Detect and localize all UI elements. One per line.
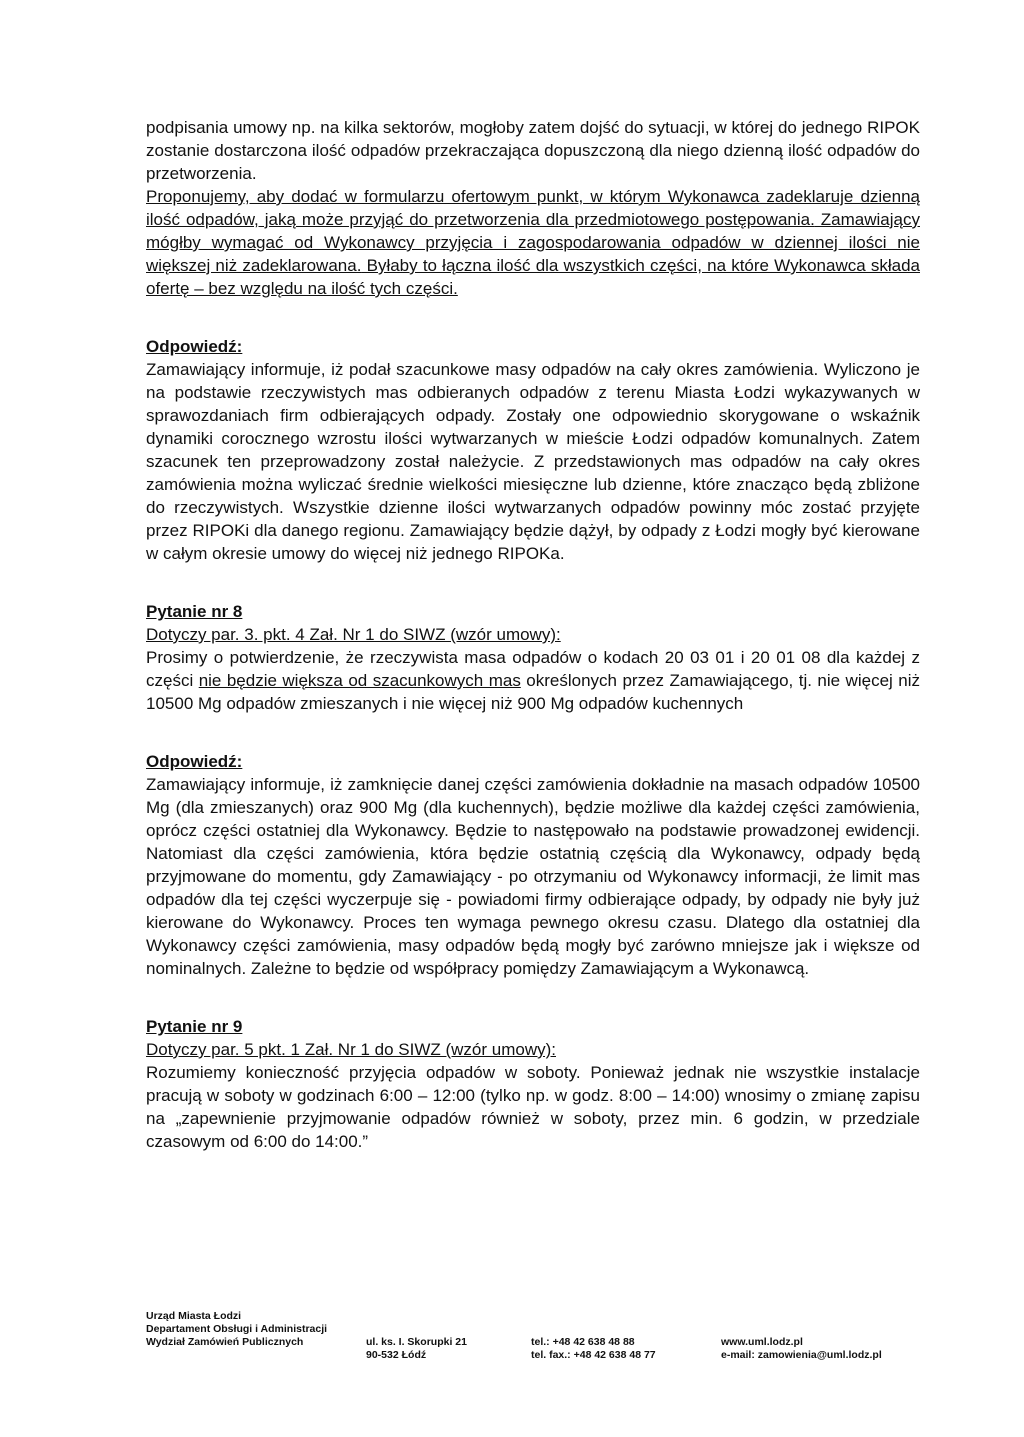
answer-8-heading: Odpowiedź: xyxy=(146,752,243,771)
footer-office: Urząd Miasta Łodzi xyxy=(146,1310,242,1322)
question-8-emphasis: nie będzie większa od szacunkowych mas xyxy=(198,671,521,690)
question-9-text: Rozumiemy konieczność przyjęcia odpadów w soboty. Ponieważ jednak nie wszystkie instalacje pracują w soboty w godzinach 6:00 – 12:00 (tylko np. w godz. 8:00 – 14:00) wnosimy o zmianę zapisu na „zapewnienie przyjmowanie odpadów również w soboty, przez min. 6 godzin, w przedziale czasowym od 6:00 do 14:00.” xyxy=(146,1063,920,1151)
page-footer xyxy=(146,1310,926,1362)
footer-fax: tel. fax.: +48 42 638 48 77 xyxy=(531,1349,656,1361)
question-8-heading: Pytanie nr 8 xyxy=(146,602,243,621)
question-9-heading: Pytanie nr 9 xyxy=(146,1017,243,1036)
footer-row-2 xyxy=(146,1349,926,1362)
answer-7-text: Zamawiający informuje, iż podał szacunkowe masy odpadów na cały okres zamówienia. Wyliczono je na podstawie rzeczywistych mas odbieranych odpadów z terenu Miasta Łodzi wykazywanych w sprawozdaniach firm odbierających odpady. Zostały one odpowiednio skorygowane o wskaźnik dynamiki corocznego wzrostu ilości wytwarzanych w mieście Łodzi odpadów komunalnych. Zatem szacunek ten przeprowadzony został należycie. Z przedstawionych mas odpadów na cały okres zamówienia można wyliczać średnie wielkości miesięczne lub dzienne, które znacząco będą zbliżone do rzeczywistych. Wszystkie dzienne ilości wytwarzanych odpadów powinny móc zostać przyjęte przez RIPOKi dla danego regionu. Zamawiający będzie dążył, by odpady z Łodzi mogły być kierowane w całym okresie umowy do więcej niż jednego RIPOKa. xyxy=(146,360,920,563)
question-9-reference: Dotyczy par. 5 pkt. 1 Zał. Nr 1 do SIWZ (wzór umowy): xyxy=(146,1040,556,1059)
footer-phone: tel.: +48 42 638 48 88 xyxy=(531,1336,635,1348)
answer-8-text: Zamawiający informuje, iż zamknięcie danej części zamówienia dokładnie na masach odpadów 10500 Mg (dla zmieszanych) oraz 900 Mg (dla kuchennych), będzie możliwe dla każdej części zamówienia, oprócz części ostatniej dla Wykonawcy. Będzie to następowało na podstawie prowadzonej ewidencji. Natomiast dla części zamówienia, która będzie ostatnią częścią dla Wykonawcy, odpady będą przyjmowane do momentu, gdy Zamawiający - po otrzymaniu od Wykonawcy informacji, że limit mas odpadów dla tej części wyczerpuje się - powiadomi firmy odbierające odpady, by odpady nie były już kierowane do Wykonawcy. Proces ten wymaga pewnego okresu czasu. Dlatego dla ostatniej dla Wykonawcy części zamówienia, masy odpadów będą mogły być zarówno mniejsze jak i większe od nominalnych. Zależne to będzie od współpracy pomiędzy Zamawiającym a Wykonawcą. xyxy=(146,775,920,978)
document-page xyxy=(146,116,920,1153)
footer-website: www.uml.lodz.pl xyxy=(721,1336,803,1348)
proposal-text-2: Zamawiający mógłby wymagać od Wykonawcy przyjęcia i zagospodarowania odpadów w dziennej ilości nie większej niż zadeklarowana. xyxy=(146,210,920,275)
question-8-reference: Dotyczy par. 3. pkt. 4 Zał. Nr 1 do SIWZ (wzór umowy): xyxy=(146,625,561,644)
footer-department: Departament Obsługi i Administracji xyxy=(146,1323,328,1335)
answer-7-heading: Odpowiedź: xyxy=(146,337,243,356)
footer-row-1 xyxy=(146,1336,926,1349)
footer-address-city: 90-532 Łódź xyxy=(366,1349,427,1361)
proposal-text: Proponujemy, aby dodać w formularzu ofertowym punkt, w którym Wykonawca zadeklaruje dzienną ilość odpadów, jaką może przyjąć do przetworzenia dla przedmiotowego postępowania. xyxy=(146,187,920,229)
footer-address-street: ul. ks. I. Skorupki 21 xyxy=(366,1336,467,1348)
proposal-text-3: Byłaby to łączna ilość dla wszystkich części, na które Wykonawca składa ofertę – bez względu na ilość tych części. xyxy=(146,256,920,298)
intro-paragraph-2 xyxy=(146,185,920,300)
intro-paragraph-1: podpisania umowy np. na kilka sektorów, mogłoby zatem dojść do sytuacji, w której do jednego RIPOK zostanie dostarczona ilość odpadów przekraczająca dopuszczoną dla niego dzienną ilość odpadów do przetworzenia. xyxy=(146,118,920,183)
question-8-text: Prosimy o potwierdzenie, że rzeczywista masa odpadów o kodach 20 03 01 i 20 01 08 dla każdej z części nie będzie większa od szacunkowych mas określonych przez Zamawiającego, tj. nie więcej niż 10500 Mg odpadów zmieszanych i nie więcej niż 900 Mg odpadów kuchennych xyxy=(146,648,920,713)
footer-division: Wydział Zamówień Publicznych xyxy=(146,1336,304,1348)
footer-email: e-mail: zamowienia@uml.lodz.pl xyxy=(721,1349,882,1361)
